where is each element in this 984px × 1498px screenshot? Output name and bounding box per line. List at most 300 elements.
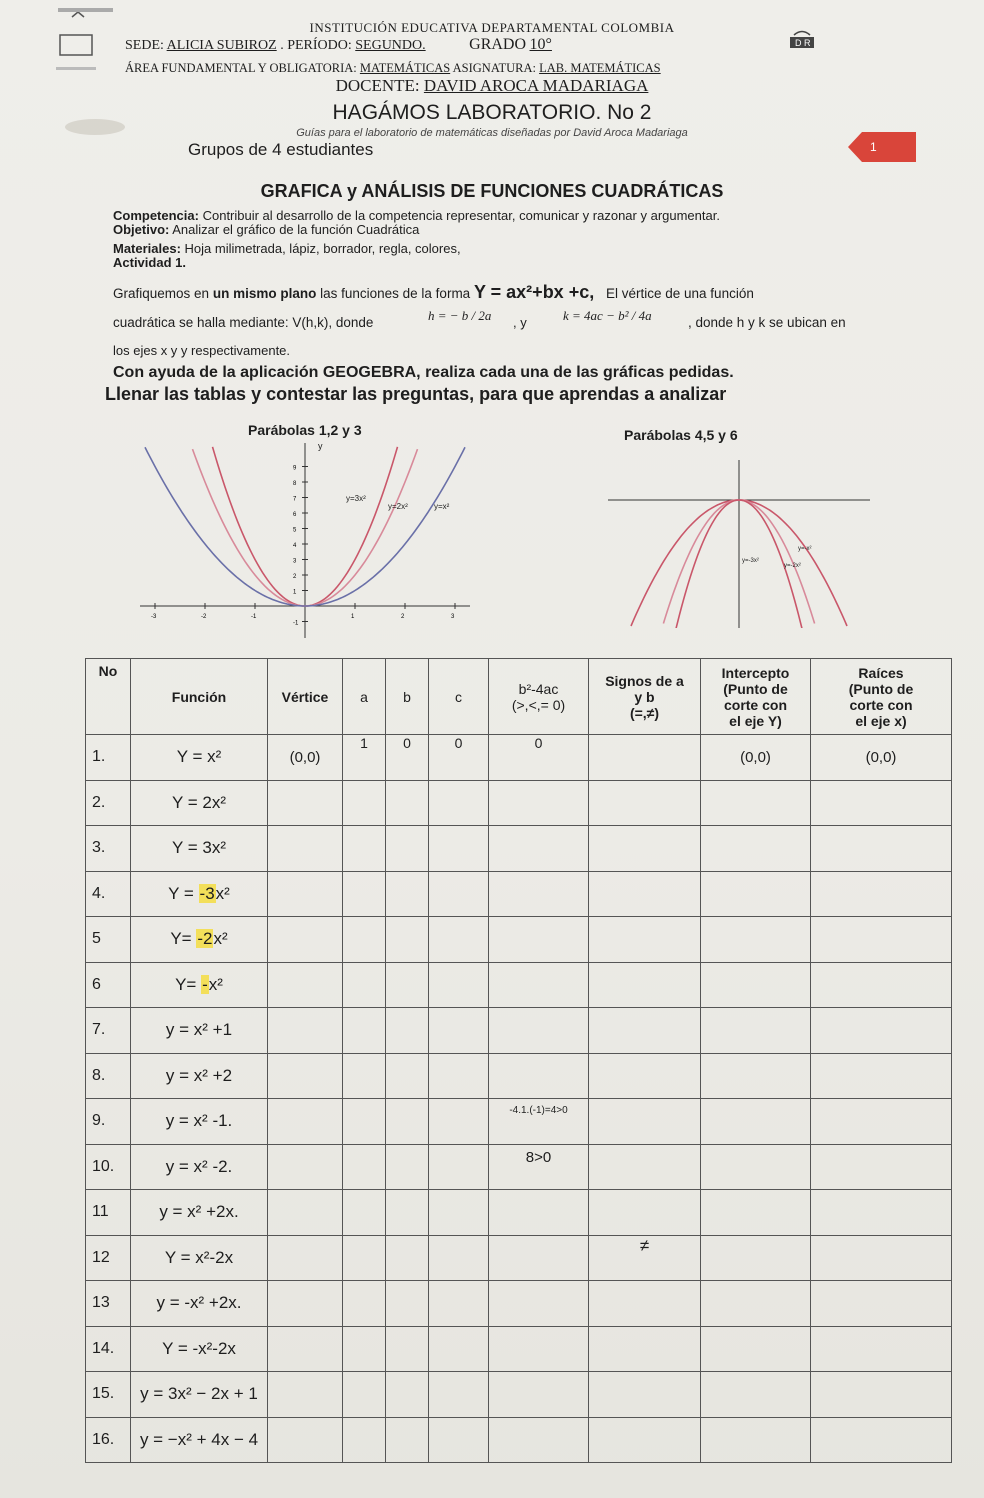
c-cell[interactable] bbox=[429, 962, 489, 1008]
header-vertice: Vértice bbox=[268, 659, 343, 735]
llenar-instruction: Llenar las tablas y contestar las preguntas, para que aprendas a analizar bbox=[105, 384, 727, 404]
row-number-value: 7. bbox=[92, 1021, 106, 1039]
c-cell[interactable] bbox=[429, 1008, 489, 1054]
intercept-cell[interactable] bbox=[701, 1326, 811, 1372]
periodo-value: SEGUNDO. bbox=[355, 38, 426, 53]
intercept-cell[interactable] bbox=[701, 1144, 811, 1190]
a-cell[interactable] bbox=[343, 1417, 386, 1463]
asignatura-value: LAB. MATEMÁTICAS bbox=[539, 61, 661, 75]
c-cell[interactable] bbox=[429, 1372, 489, 1418]
grado-value: 10° bbox=[529, 36, 552, 53]
intercept-cell[interactable] bbox=[701, 1417, 811, 1463]
b-cell[interactable] bbox=[386, 826, 429, 872]
function-cell bbox=[131, 1417, 268, 1463]
guide-note: Guías para el laboratorio de matemáticas diseñadas por David Aroca Madariaga bbox=[296, 127, 688, 139]
asignatura-label: ASIGNATURA: bbox=[452, 61, 536, 75]
table-row bbox=[86, 1144, 952, 1190]
vertex-cell[interactable] bbox=[268, 871, 343, 917]
a-cell[interactable] bbox=[343, 780, 386, 826]
vertex-cell[interactable] bbox=[268, 1417, 343, 1463]
row-number-value: 14. bbox=[92, 1339, 115, 1357]
discriminant-cell[interactable] bbox=[489, 1235, 589, 1281]
b-cell[interactable] bbox=[386, 1190, 429, 1236]
signs-cell[interactable] bbox=[589, 917, 701, 963]
area-line bbox=[125, 61, 661, 76]
roots-cell[interactable] bbox=[811, 1053, 952, 1099]
b-cell[interactable] bbox=[386, 1326, 429, 1372]
row-number bbox=[86, 826, 131, 872]
function-cell-value: Y = -x²-2x bbox=[162, 1338, 236, 1358]
line2b: , y bbox=[513, 315, 527, 330]
table-body bbox=[86, 735, 952, 1463]
function-cell bbox=[131, 1190, 268, 1236]
row-number-value: 16. bbox=[92, 1430, 115, 1448]
row-number-value: 9. bbox=[92, 1112, 106, 1130]
a-cell[interactable] bbox=[343, 1144, 386, 1190]
signs-cell[interactable] bbox=[589, 1099, 701, 1145]
vertex-cell[interactable] bbox=[268, 735, 343, 781]
roots-cell[interactable] bbox=[811, 962, 952, 1008]
roots-cell-value: (0,0) bbox=[865, 748, 897, 766]
sede-value: ALICIA SUBIROZ bbox=[166, 38, 277, 53]
roots-cell[interactable] bbox=[811, 871, 952, 917]
signs-cell[interactable] bbox=[589, 1235, 701, 1281]
function-cell bbox=[131, 917, 268, 963]
materiales-text: Hoja milimetrada, lápiz, borrador, regla, colores, bbox=[184, 241, 461, 256]
roots-cell[interactable] bbox=[811, 1190, 952, 1236]
grado-label: GRADO bbox=[469, 36, 527, 53]
row-number-value: 13 bbox=[92, 1294, 110, 1312]
c-cell[interactable] bbox=[429, 1144, 489, 1190]
c-cell[interactable] bbox=[429, 1053, 489, 1099]
row-number bbox=[86, 1372, 131, 1418]
function-term: x² bbox=[213, 929, 228, 949]
intercept-cell[interactable] bbox=[701, 780, 811, 826]
discriminant-cell[interactable] bbox=[489, 962, 589, 1008]
roots-cell[interactable] bbox=[811, 1144, 952, 1190]
discriminant-cell-value: 0 bbox=[534, 735, 543, 751]
table-row bbox=[86, 1326, 952, 1372]
discriminant-cell-value: -4.1.(-1)=4>0 bbox=[509, 1105, 568, 1116]
b-cell[interactable] bbox=[386, 1008, 429, 1054]
vertex-cell[interactable] bbox=[268, 1281, 343, 1327]
discriminant-cell-value: 8>0 bbox=[525, 1148, 552, 1166]
discriminant-cell[interactable] bbox=[489, 1326, 589, 1372]
vertex-cell[interactable] bbox=[268, 780, 343, 826]
function-cell bbox=[131, 826, 268, 872]
materiales-line bbox=[113, 241, 461, 256]
docente-value: DAVID AROCA MADARIAGA bbox=[423, 76, 649, 95]
roots-cell[interactable] bbox=[811, 780, 952, 826]
a-cell[interactable] bbox=[343, 1281, 386, 1327]
page-number: 1 bbox=[870, 140, 877, 154]
function-cell-value: y = −x² + 4x − 4 bbox=[139, 1429, 259, 1449]
function-cell bbox=[131, 735, 268, 781]
row-number bbox=[86, 780, 131, 826]
c-cell[interactable] bbox=[429, 1417, 489, 1463]
function-cell-value: y = -x² +2x. bbox=[156, 1293, 242, 1313]
signs-cell[interactable] bbox=[589, 962, 701, 1008]
y-tick-label: 1 bbox=[293, 589, 297, 596]
header-signos: Signos de a y b (=,≠) bbox=[589, 659, 701, 735]
table-row bbox=[86, 826, 952, 872]
row-number-value: 1. bbox=[92, 748, 106, 766]
a-cell[interactable] bbox=[343, 1326, 386, 1372]
discriminant-cell[interactable] bbox=[489, 1008, 589, 1054]
sede-label: SEDE: bbox=[125, 38, 164, 53]
left-graph-title: Parábolas 1,2 y 3 bbox=[248, 422, 362, 438]
competencia-text: Contribuir al desarrollo de la competencia representar, comunicar y razonar y argumentar. bbox=[202, 208, 720, 223]
signs-cell[interactable] bbox=[589, 826, 701, 872]
discriminant-cell[interactable] bbox=[489, 1417, 589, 1463]
function-cell-value: y = x² +2x. bbox=[159, 1202, 239, 1222]
a-cell[interactable] bbox=[343, 1190, 386, 1236]
a-cell[interactable] bbox=[343, 1008, 386, 1054]
row-number-value: 8. bbox=[92, 1066, 106, 1084]
function-cell-value: Y = x² bbox=[176, 747, 222, 767]
header-funcion: Función bbox=[131, 659, 268, 735]
table-header-row bbox=[86, 659, 952, 735]
vertex-cell[interactable] bbox=[268, 826, 343, 872]
quadratic-formula: Y = ax²+bx +c, bbox=[473, 282, 595, 302]
label-2x2: y=2x² bbox=[388, 502, 408, 511]
row-number bbox=[86, 962, 131, 1008]
vertex-cell[interactable] bbox=[268, 917, 343, 963]
discriminant-cell[interactable] bbox=[489, 826, 589, 872]
intercept-cell[interactable] bbox=[701, 826, 811, 872]
y-tick-label: 9 bbox=[293, 465, 297, 472]
c-cell[interactable] bbox=[429, 1326, 489, 1372]
function-cell-value: y = x² -2. bbox=[165, 1156, 233, 1176]
a-cell[interactable] bbox=[343, 1053, 386, 1099]
discriminant-cell[interactable] bbox=[489, 1281, 589, 1327]
groups-label: Grupos de 4 estudiantes bbox=[188, 140, 374, 159]
table-row bbox=[86, 1417, 952, 1463]
function-cell bbox=[131, 962, 268, 1008]
function-prefix: Y = bbox=[168, 883, 199, 903]
x-tick-label: 1 bbox=[351, 614, 355, 620]
b-cell[interactable] bbox=[386, 871, 429, 917]
roots-cell[interactable] bbox=[811, 917, 952, 963]
intercept-cell[interactable] bbox=[701, 1008, 811, 1054]
docente-line bbox=[0, 76, 984, 96]
function-prefix: Y= bbox=[170, 929, 197, 949]
label-3x2: y=3x² bbox=[346, 494, 366, 503]
intercept-cell[interactable] bbox=[701, 871, 811, 917]
signs-cell[interactable] bbox=[589, 1417, 701, 1463]
header-c: c bbox=[429, 659, 489, 735]
b-cell[interactable] bbox=[386, 780, 429, 826]
signs-cell[interactable] bbox=[589, 871, 701, 917]
b-cell[interactable] bbox=[386, 735, 429, 781]
highlighted-coefficient: -2 bbox=[197, 929, 213, 949]
b-cell[interactable] bbox=[386, 1235, 429, 1281]
function-cell bbox=[131, 780, 268, 826]
row-number bbox=[86, 1144, 131, 1190]
a-cell-value: 1 bbox=[360, 735, 368, 751]
x-tick-label: -2 bbox=[201, 614, 207, 620]
intercept-cell[interactable] bbox=[701, 1235, 811, 1281]
a-cell[interactable] bbox=[343, 1372, 386, 1418]
function-cell bbox=[131, 1326, 268, 1372]
roots-cell[interactable] bbox=[811, 826, 952, 872]
instruction-line-3: los ejes x y y respectivamente. bbox=[113, 343, 291, 358]
c-cell-value: 0 bbox=[454, 735, 463, 751]
signs-cell[interactable] bbox=[589, 1372, 701, 1418]
a-cell[interactable] bbox=[343, 826, 386, 872]
table-row bbox=[86, 1235, 952, 1281]
function-cell-value: y = x² -1. bbox=[165, 1111, 233, 1131]
a-cell[interactable] bbox=[343, 1099, 386, 1145]
competencia-line bbox=[113, 208, 720, 223]
b-cell[interactable] bbox=[386, 1144, 429, 1190]
label-neg-3x2: y=-3x² bbox=[742, 558, 759, 564]
intercept-cell[interactable] bbox=[701, 917, 811, 963]
row-number bbox=[86, 917, 131, 963]
periodo-label: . PERÍODO: bbox=[280, 38, 352, 53]
row-number-value: 6 bbox=[92, 975, 101, 993]
c-cell[interactable] bbox=[429, 1281, 489, 1327]
x-tick-label: -1 bbox=[251, 614, 257, 620]
roots-cell[interactable] bbox=[811, 1417, 952, 1463]
intercept-cell[interactable] bbox=[701, 1372, 811, 1418]
function-term: x² bbox=[208, 974, 223, 994]
left-y-axis-label: y bbox=[318, 441, 323, 451]
row-number bbox=[86, 1326, 131, 1372]
sede-line bbox=[125, 36, 552, 54]
intercept-cell[interactable] bbox=[701, 1281, 811, 1327]
a-cell[interactable] bbox=[343, 871, 386, 917]
function-cell-value: y = x² +2 bbox=[165, 1065, 233, 1085]
row-number-value: 10. bbox=[92, 1157, 115, 1175]
function-cell bbox=[131, 1144, 268, 1190]
vertex-cell[interactable] bbox=[268, 1144, 343, 1190]
header-raices: Raíces (Punto de corte con el eje x) bbox=[811, 659, 952, 735]
instruction-line-1 bbox=[113, 282, 754, 302]
y-tick-label: 6 bbox=[293, 512, 297, 518]
intercept-cell[interactable] bbox=[701, 1099, 811, 1145]
roots-cell[interactable] bbox=[811, 1372, 952, 1418]
label-neg-2x2: y=-2x² bbox=[784, 563, 801, 569]
geogebra-instruction: Con ayuda de la aplicación GEOGEBRA, realiza cada una de las gráficas pedidas. bbox=[113, 364, 734, 381]
signs-cell[interactable] bbox=[589, 1326, 701, 1372]
b-cell[interactable] bbox=[386, 1417, 429, 1463]
signs-cell[interactable] bbox=[589, 735, 701, 781]
signs-cell[interactable] bbox=[589, 1190, 701, 1236]
y-tick-label: 7 bbox=[293, 496, 297, 503]
line1a: Grafiquemos en bbox=[113, 286, 210, 301]
row-number-value: 11 bbox=[92, 1203, 109, 1221]
table-row bbox=[86, 962, 952, 1008]
row-number-value: 2. bbox=[92, 793, 106, 811]
actividad-label: Actividad 1. bbox=[113, 255, 186, 270]
c-cell[interactable] bbox=[429, 917, 489, 963]
signs-cell[interactable] bbox=[589, 1144, 701, 1190]
discriminant-cell[interactable] bbox=[489, 917, 589, 963]
header-b: b bbox=[386, 659, 429, 735]
vertex-cell[interactable] bbox=[268, 1099, 343, 1145]
table-row bbox=[86, 1008, 952, 1054]
row-number bbox=[86, 735, 131, 781]
x-tick-label: 2 bbox=[401, 614, 405, 620]
functions-table bbox=[85, 658, 952, 1463]
y-tick-label: 8 bbox=[293, 481, 297, 487]
competencia-label: Competencia: bbox=[113, 208, 199, 223]
vertex-cell[interactable] bbox=[268, 1235, 343, 1281]
intercept-cell[interactable] bbox=[701, 1053, 811, 1099]
main-title: GRAFICA y ANÁLISIS DE FUNCIONES CUADRÁTICAS bbox=[260, 181, 724, 201]
row-number-value: 3. bbox=[92, 839, 106, 857]
b-cell[interactable] bbox=[386, 1372, 429, 1418]
table-row bbox=[86, 1372, 952, 1418]
roots-cell[interactable] bbox=[811, 1281, 952, 1327]
row-number bbox=[86, 1008, 131, 1054]
right-graph-title: Parábolas 4,5 y 6 bbox=[624, 427, 738, 443]
area-label: ÁREA FUNDAMENTAL Y OBLIGATORIA: bbox=[125, 61, 357, 75]
function-cell bbox=[131, 1372, 268, 1418]
a-cell[interactable] bbox=[343, 917, 386, 963]
signs-cell[interactable] bbox=[589, 1008, 701, 1054]
line2c: , donde h y k se ubican en bbox=[688, 315, 846, 330]
function-cell bbox=[131, 1281, 268, 1327]
vertex-cell[interactable] bbox=[268, 1053, 343, 1099]
y-tick-label: 2 bbox=[293, 574, 297, 580]
roots-cell[interactable] bbox=[811, 1099, 952, 1145]
c-cell[interactable] bbox=[429, 1235, 489, 1281]
row-number-value: 15. bbox=[92, 1385, 115, 1403]
table-row bbox=[86, 1190, 952, 1236]
docente-label: DOCENTE: bbox=[335, 76, 420, 95]
highlighted-coefficient: -3 bbox=[199, 883, 215, 903]
institution-name: INSTITUCIÓN EDUCATIVA DEPARTAMENTAL COLOMBIA bbox=[309, 20, 675, 35]
discriminant-cell[interactable] bbox=[489, 1053, 589, 1099]
a-cell[interactable] bbox=[343, 735, 386, 781]
left-parabola-graph bbox=[140, 438, 470, 638]
c-cell[interactable] bbox=[429, 1099, 489, 1145]
label-x2: y=x² bbox=[434, 502, 450, 511]
h-formula: h = − b / 2a bbox=[428, 308, 492, 323]
x-tick-label: -3 bbox=[151, 614, 157, 620]
discriminant-cell[interactable] bbox=[489, 871, 589, 917]
row-number bbox=[86, 1053, 131, 1099]
header-no: No bbox=[86, 659, 131, 735]
page-number-badge bbox=[848, 130, 916, 164]
discriminant-cell[interactable] bbox=[489, 1144, 589, 1190]
table-row bbox=[86, 1053, 952, 1099]
x-tick-label: 3 bbox=[451, 614, 455, 620]
table-row bbox=[86, 1099, 952, 1145]
b-cell[interactable] bbox=[386, 917, 429, 963]
b-cell-value: 0 bbox=[403, 735, 411, 751]
vertex-cell[interactable] bbox=[268, 962, 343, 1008]
function-cell-value: y = x² +1 bbox=[165, 1020, 233, 1040]
b-cell[interactable] bbox=[386, 1099, 429, 1145]
table-row bbox=[86, 871, 952, 917]
function-prefix: Y= bbox=[175, 974, 202, 994]
a-cell[interactable] bbox=[343, 962, 386, 1008]
b-cell[interactable] bbox=[386, 1281, 429, 1327]
function-cell bbox=[131, 871, 268, 917]
row-number bbox=[86, 1417, 131, 1463]
a-cell[interactable] bbox=[343, 1235, 386, 1281]
area-value: MATEMÁTICAS bbox=[359, 61, 451, 75]
line1d: El vértice de una función bbox=[606, 286, 754, 301]
y-tick-label: 4 bbox=[293, 543, 297, 549]
discriminant-cell[interactable] bbox=[489, 780, 589, 826]
k-formula: k = 4ac − b² / 4a bbox=[563, 308, 652, 323]
y-tick-label: 3 bbox=[293, 558, 297, 565]
header-discriminant: b²-4ac (>,<,= 0) bbox=[489, 659, 589, 735]
b-cell[interactable] bbox=[386, 1053, 429, 1099]
signs-cell[interactable] bbox=[589, 1281, 701, 1327]
intercept-cell[interactable] bbox=[701, 1190, 811, 1236]
c-cell[interactable] bbox=[429, 871, 489, 917]
header-a: a bbox=[343, 659, 386, 735]
row-number bbox=[86, 1099, 131, 1145]
roots-cell[interactable] bbox=[811, 1235, 952, 1281]
signs-cell-value: ≠ bbox=[639, 1235, 650, 1255]
label-neg-x2: y=-x² bbox=[798, 546, 812, 552]
function-cell bbox=[131, 1008, 268, 1054]
table-row bbox=[86, 1281, 952, 1327]
vertex-cell-value: (0,0) bbox=[289, 748, 321, 766]
discriminant-cell[interactable] bbox=[489, 735, 589, 781]
highlighted-coefficient: - bbox=[202, 974, 208, 994]
objetivo-line bbox=[113, 222, 419, 237]
c-cell[interactable] bbox=[429, 1190, 489, 1236]
row-number-value: 12 bbox=[92, 1248, 110, 1266]
b-cell[interactable] bbox=[386, 962, 429, 1008]
roots-cell[interactable] bbox=[811, 735, 952, 781]
instruction-line-2 bbox=[113, 315, 373, 330]
vertex-cell[interactable] bbox=[268, 1326, 343, 1372]
objetivo-label: Objetivo: bbox=[113, 222, 170, 237]
function-cell-value: Y = x²-2x bbox=[164, 1247, 234, 1267]
intercept-cell[interactable] bbox=[701, 962, 811, 1008]
roots-cell[interactable] bbox=[811, 1008, 952, 1054]
function-cell bbox=[131, 1235, 268, 1281]
table-row bbox=[86, 780, 952, 826]
vertex-cell[interactable] bbox=[268, 1372, 343, 1418]
function-cell-value: Y = 3x² bbox=[171, 838, 227, 858]
vertex-cell[interactable] bbox=[268, 1008, 343, 1054]
signs-cell[interactable] bbox=[589, 1053, 701, 1099]
row-number-value: 4. bbox=[92, 884, 106, 902]
line1b: un mismo plano bbox=[212, 286, 317, 301]
svg-text:D R: D R bbox=[795, 38, 811, 48]
vertex-cell[interactable] bbox=[268, 1190, 343, 1236]
c-cell[interactable] bbox=[429, 735, 489, 781]
function-cell bbox=[131, 1099, 268, 1145]
row-number bbox=[86, 1235, 131, 1281]
c-cell[interactable] bbox=[429, 826, 489, 872]
table-row bbox=[86, 735, 952, 781]
signs-cell[interactable] bbox=[589, 780, 701, 826]
line1c: las funciones de la forma bbox=[320, 286, 471, 301]
intercept-cell[interactable] bbox=[701, 735, 811, 781]
roots-cell[interactable] bbox=[811, 1326, 952, 1372]
function-cell-value: y = 3x² − 2x + 1 bbox=[140, 1384, 258, 1404]
discriminant-cell[interactable] bbox=[489, 1099, 589, 1145]
right-parabola-graph bbox=[608, 460, 870, 628]
discriminant-cell[interactable] bbox=[489, 1190, 589, 1236]
header-intercepto: Intercepto (Punto de corte con el eje Y) bbox=[701, 659, 811, 735]
materiales-label: Materiales: bbox=[113, 241, 181, 256]
row-number-value: 5 bbox=[92, 930, 101, 948]
c-cell[interactable] bbox=[429, 780, 489, 826]
discriminant-cell[interactable] bbox=[489, 1372, 589, 1418]
row-number bbox=[86, 871, 131, 917]
